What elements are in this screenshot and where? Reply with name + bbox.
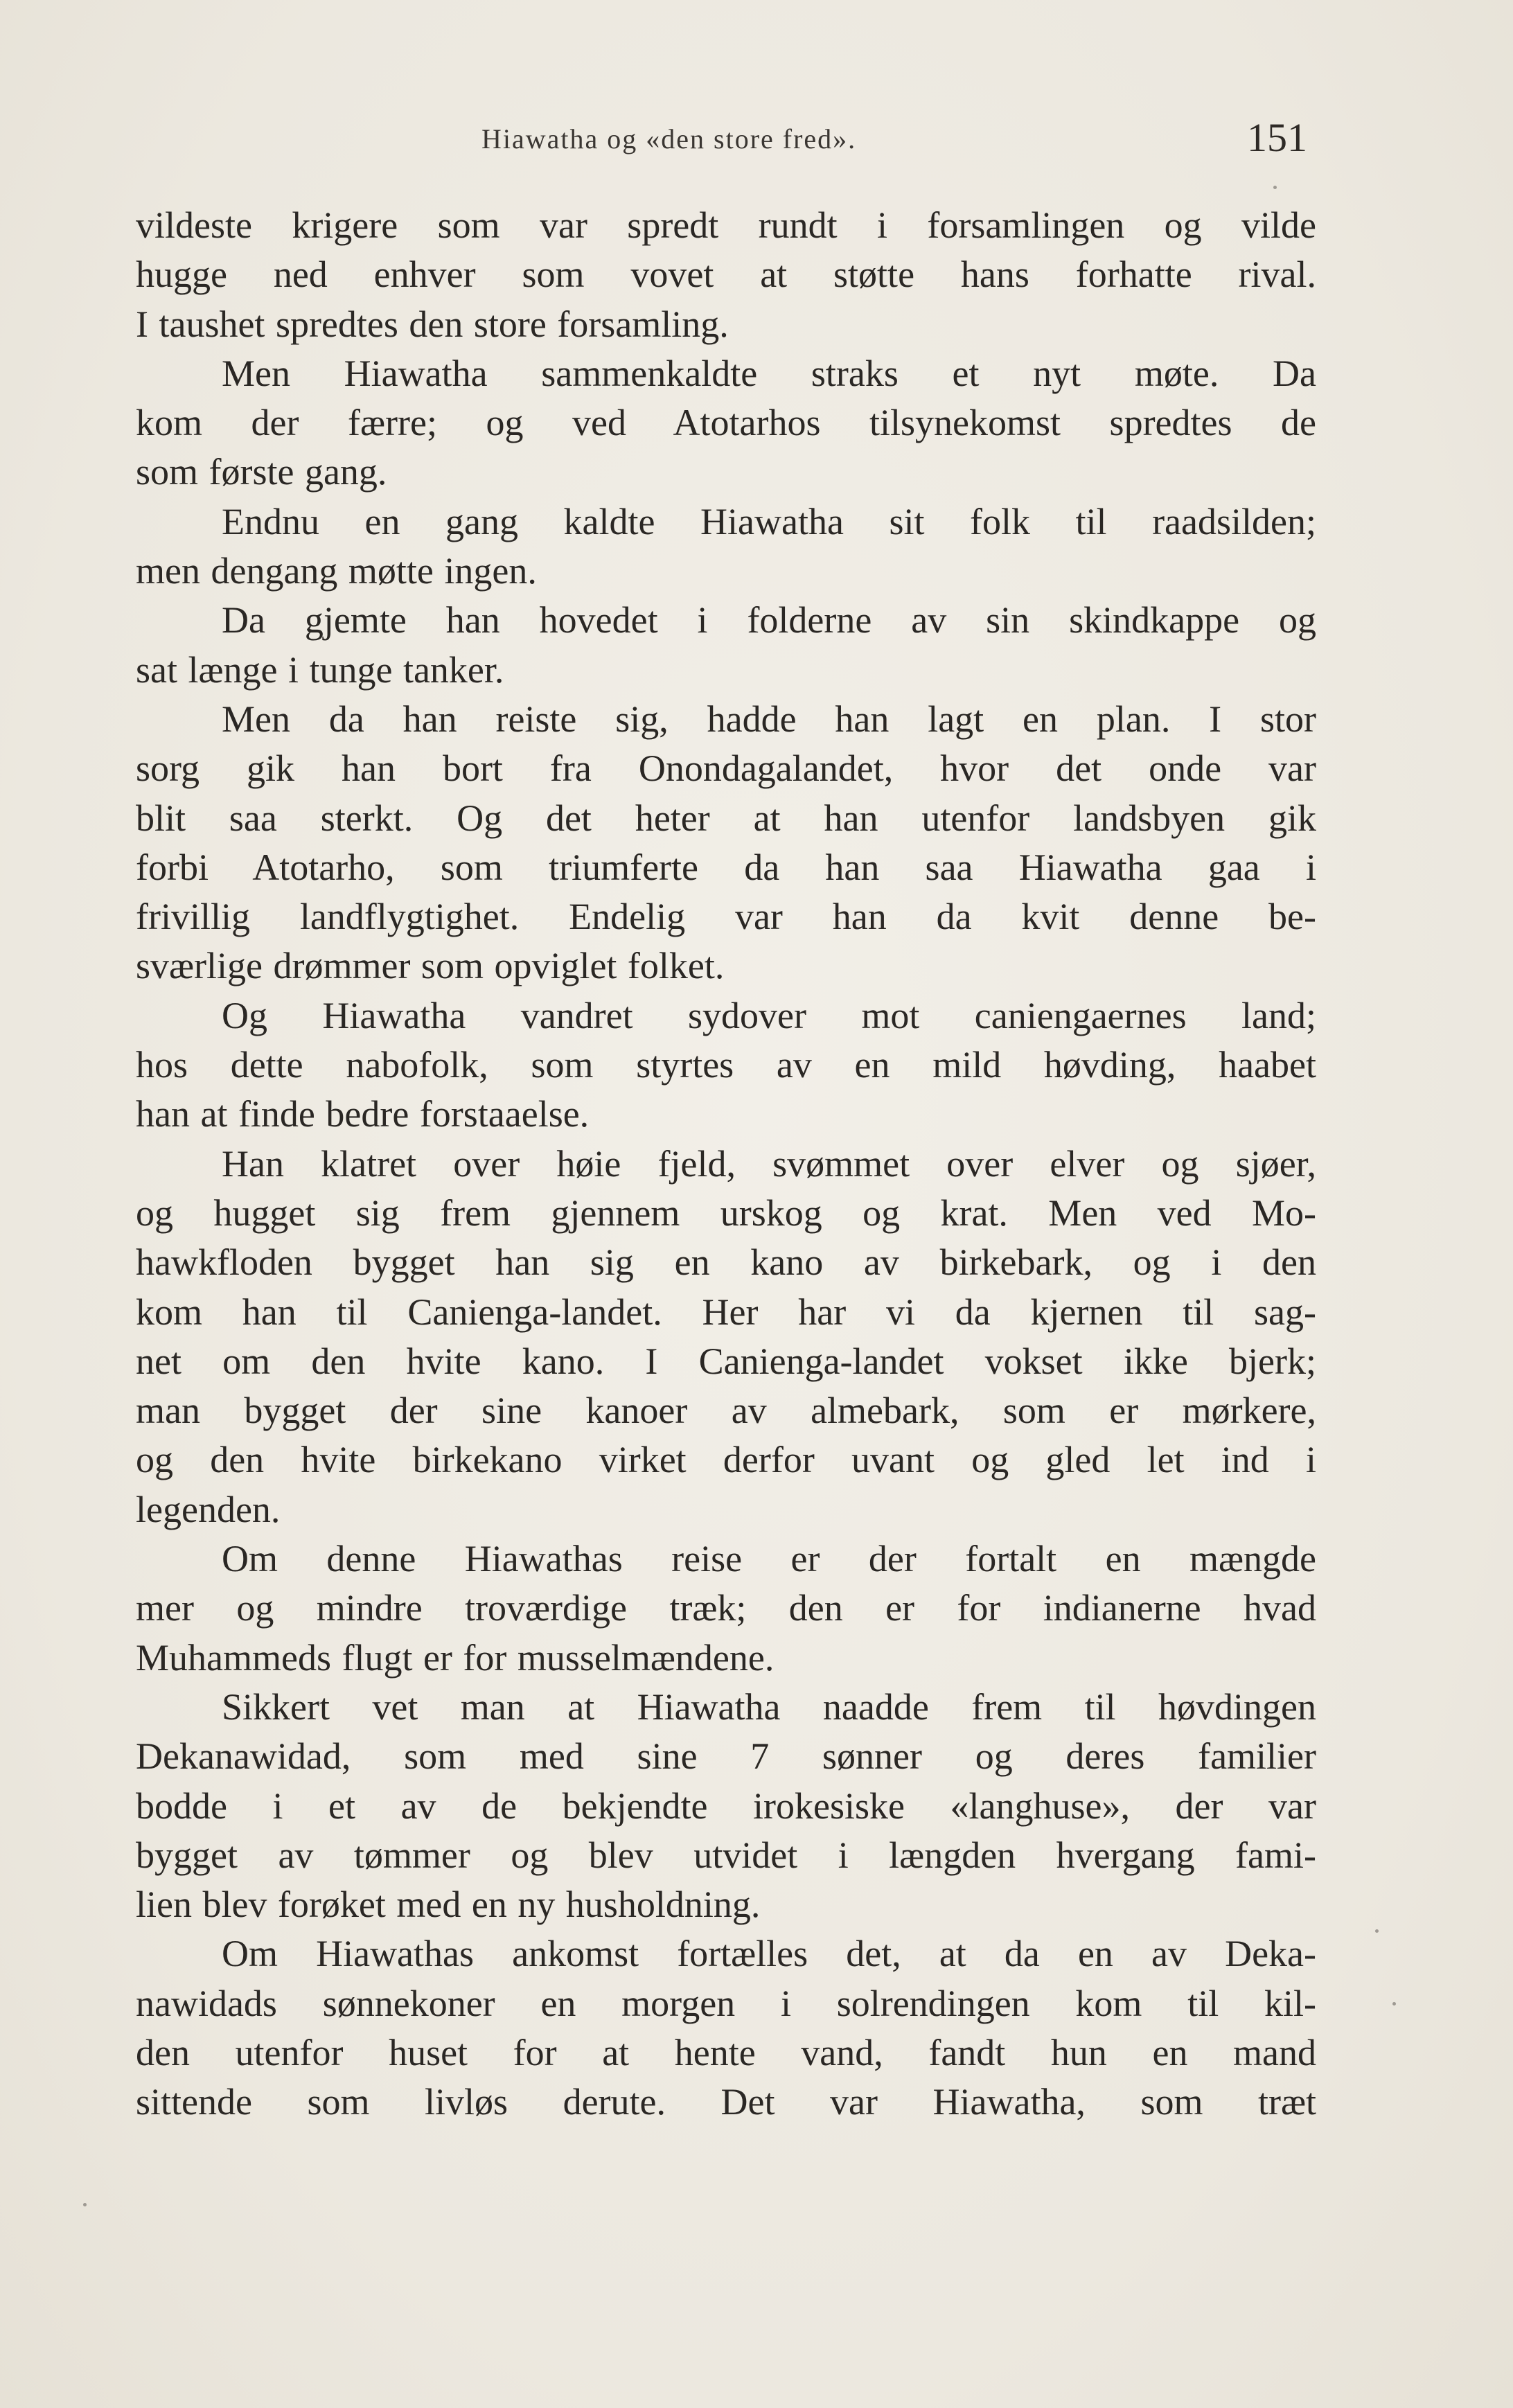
text-line: sat længe i tunge tanker.	[136, 648, 504, 691]
text-line: Dekanawidad, som med sine 7 sønner og deres familier	[136, 1735, 1316, 1778]
text-line: frivillig landflygtighet. Endelig var han da kvit denne be-	[136, 896, 1316, 938]
text-line: Muhammeds flugt er for musselmændene.	[136, 1636, 775, 1679]
text-line: men dengang møtte ingen.	[136, 550, 537, 592]
running-title: Hiawatha og «den store fred».	[481, 123, 857, 154]
text-line: nawidads sønnekoner en morgen i solrendingen kom til kil-	[136, 1982, 1316, 2024]
text-line: Da gjemte han hovedet i folderne av sin skindkappe og	[222, 599, 1316, 641]
text-line: som første gang.	[136, 451, 387, 493]
text-line: Og Hiawatha vandret sydover mot caniengaernes land;	[222, 994, 1316, 1036]
text-line: hawkfloden bygget han sig en kano av birkebark, og i den	[136, 1241, 1316, 1284]
text-line: Sikkert vet man at Hiawatha naadde frem til høvdingen	[222, 1685, 1316, 1728]
text-line: man bygget der sine kanoer av almebark, som er mørkere,	[136, 1390, 1316, 1432]
text-line: Men Hiawatha sammenkaldte straks et nyt møte. Da	[222, 352, 1316, 394]
text-line: Men da han reiste sig, hadde han lagt en plan. I stor	[222, 698, 1316, 740]
text-line: og hugget sig frem gjennem urskog og krat. Men ved Mo-	[136, 1192, 1316, 1234]
paper-speck	[1375, 1929, 1379, 1933]
text-line: bodde i et av de bekjendte irokesiske «langhuse», der var	[136, 1785, 1316, 1827]
paper-speck	[1273, 186, 1277, 189]
text-line: forbi Atotarho, som triumferte da han saa Hiawatha gaa i	[136, 846, 1316, 888]
text-line: kom der færre; og ved Atotarhos tilsynekomst spredtes de	[136, 402, 1316, 444]
text-line: Endnu en gang kaldte Hiawatha sit folk til raadsilden;	[222, 500, 1316, 542]
text-line: mer og mindre troværdige træk; den er for indianerne hvad	[136, 1587, 1316, 1629]
text-line: bygget av tømmer og blev utvidet i længden hvergang fami-	[136, 1834, 1316, 1876]
body-text	[136, 201, 1316, 2127]
text-line: vildeste krigere som var spredt rundt i forsamlingen og vilde	[136, 204, 1316, 246]
text-line: Om Hiawathas ankomst fortælles det, at da en av Deka-	[222, 1933, 1316, 1975]
text-line: den utenfor huset for at hente vand, fandt hun en mand	[136, 2031, 1316, 2073]
text-line: lien blev forøket med en ny husholdning.	[136, 1884, 761, 1926]
text-line: hos dette nabofolk, som styrtes av en mild høvding, haabet	[136, 1044, 1316, 1086]
text-line: I taushet spredtes den store forsamling.	[136, 303, 729, 345]
text-line: kom han til Canienga-landet. Her har vi da kjernen til sag-	[136, 1291, 1316, 1333]
running-header	[0, 114, 1513, 170]
text-line: net om den hvite kano. I Canienga-landet vokset ikke bjerk;	[136, 1340, 1316, 1382]
paper-speck	[83, 2203, 87, 2206]
text-line: sittende som livløs derute. Det var Hiawatha, som træt	[136, 2081, 1316, 2123]
text-line: blit saa sterkt. Og det heter at han utenfor landsbyen gik	[136, 797, 1316, 839]
page-number: 151	[1247, 115, 1307, 160]
text-line: legenden.	[136, 1488, 281, 1530]
text-line: han at finde bedre forstaaelse.	[136, 1093, 590, 1135]
text-line: og den hvite birkekano virket derfor uvant og gled let ind i	[136, 1439, 1316, 1481]
text-line: Han klatret over høie fjeld, svømmet over elver og sjøer,	[222, 1142, 1316, 1185]
text-line: Om denne Hiawathas reise er der fortalt en mængde	[222, 1538, 1316, 1580]
text-line: hugge ned enhver som vovet at støtte hans forhatte rival.	[136, 254, 1316, 296]
text-line: sværlige drømmer som opviglet folket.	[136, 945, 725, 987]
paper-speck	[1392, 2002, 1396, 2006]
text-line: sorg gik han bort fra Onondagalandet, hvor det onde var	[136, 747, 1316, 790]
